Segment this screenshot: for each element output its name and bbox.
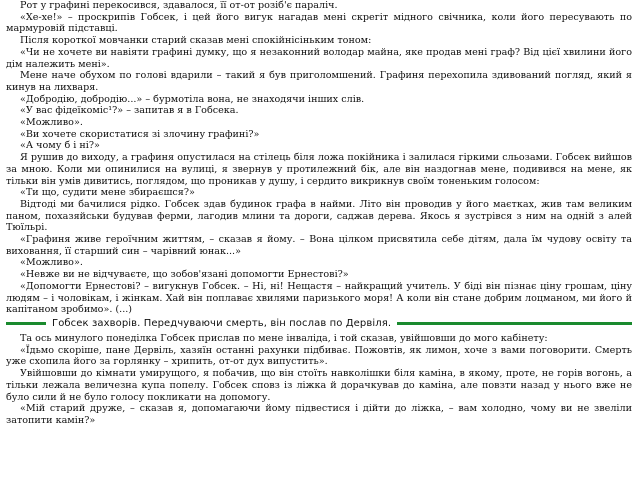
divider-bar-right xyxy=(397,322,632,325)
paragraph: «У вас фідеїкоміс¹?» – запитав я в Гобсека. xyxy=(20,105,239,117)
paragraph: Мене наче обухом по голові вдарили – такий я був приголомшений. Графиня перехопила здивований погляд, який я кинув на лихваря. xyxy=(6,70,632,93)
paragraph: «Ви хочете скористатися зі злочину графині?» xyxy=(20,128,260,140)
paragraph: «Невже ви не відчуваєте, що зобов'язані допомогти Ернестові?» xyxy=(20,269,349,281)
paragraph: «Мій старий друже, – сказав я, допомагаючи йому підвестися і дійти до ліжка, – вам холодно, чому ви не звеліли затопити камін?» xyxy=(6,403,632,426)
section-divider xyxy=(6,317,632,331)
paragraph: «Ти що, судити мене збираєшся?» xyxy=(20,187,195,199)
paragraph: Та ось минулого понеділка Гобсек прислав по мене інваліда, і той сказав, увійшовши до мого кабінету: xyxy=(20,332,548,344)
paragraph: «Можливо». xyxy=(20,117,83,129)
paragraph: Я рушив до виходу, а графиня опустилася на стілець біля ложа покійника і залилася гіркими сльозами. Гобсек вийшов за мною. Коли ми опинилися на вулиці, я звернув у протилежний бік, але він наздогнав мене, подивився на мене, як тільки він умів дивитись, поглядом, що проникав у душу, і сердито викрикнув своїм тоненьким голосом: xyxy=(6,152,632,187)
paragraph: «Допомогти Ернестові? – вигукнув Гобсек. – Ні, ні! Нещастя – найкращий учитель. У біді він пізнає ціну грошам, ціну людям – і чоловікам, і жінкам. Хай він поплаває хвилями паризького моря! А коли він стане добрим лоцманом, ми його й капітаном зробимо». (...) xyxy=(6,280,632,316)
paragraph: Відтоді ми бачилися рідко. Гобсек здав будинок графа в найми. Літо він проводив у його маєтках, жив там великим паном, похазяйськи будував ферми, лагодив млини та дороги, саджав дерева. Якось я зустрівся з ним на одній з алей Тюїльрі. xyxy=(6,198,632,234)
paragraph: «А чому б і ні?» xyxy=(20,140,100,152)
paragraph: «Чи не хочете ви навіяти графині думку, що я незаконний володар майна, яке продав мені граф? Від цієї хвилини його дім належить мені». xyxy=(6,46,632,70)
paragraph: «Можливо». xyxy=(20,257,83,269)
text-block-after-divider xyxy=(6,333,632,427)
paragraph: Після короткої мовчанки старий сказав мені спокійнісіньким тоном: xyxy=(20,35,372,47)
paragraph: Рот у графині перекосився, здавалося, її от-от розіб'є параліч. xyxy=(20,0,338,11)
paragraph: «Добродію, добродію...» – бурмотіла вона, не знаходячи інших слів. xyxy=(20,93,365,105)
divider-bar-left xyxy=(6,322,46,325)
text-block-before-divider xyxy=(6,0,632,316)
paragraph: «Хе-хе!» – проскрипів Гобсек, і цей його вигук нагадав мені скрегіт мідного свічника, коли його пересувають по мармуровій підставці. xyxy=(6,11,632,35)
paragraph: «Графиня живе героїчним життям, – сказав я йому. – Вона цілком присвятила себе дітям, дала їм чудову освіту та виховання, її старший син – чарівний юнак...» xyxy=(6,234,632,257)
paragraph: Увійшовши до кімнати умирущого, я побачив, що він стоїть навколішки біля каміна, в якому, проте, не горів вогонь, а тільки лежала величезна купа попелу. Гобсек сповз із ліжка й дорачкував до каміна, але повзти назад у нього вже не було сили й не було голосу покликати на допомогу. xyxy=(6,368,632,403)
paragraph: «Їдьмо скоріше, пане Дервіль, хазяїн останні рахунки підбиває. Пожовтів, як лимон, хоче з вами поговорити. Смерть уже схопила його за горлянку – хрипить, от-от дух випустить». xyxy=(6,344,632,368)
divider-caption: Гобсек захворів. Передчуваючи смерть, він послав по Дервіля. xyxy=(52,318,392,330)
